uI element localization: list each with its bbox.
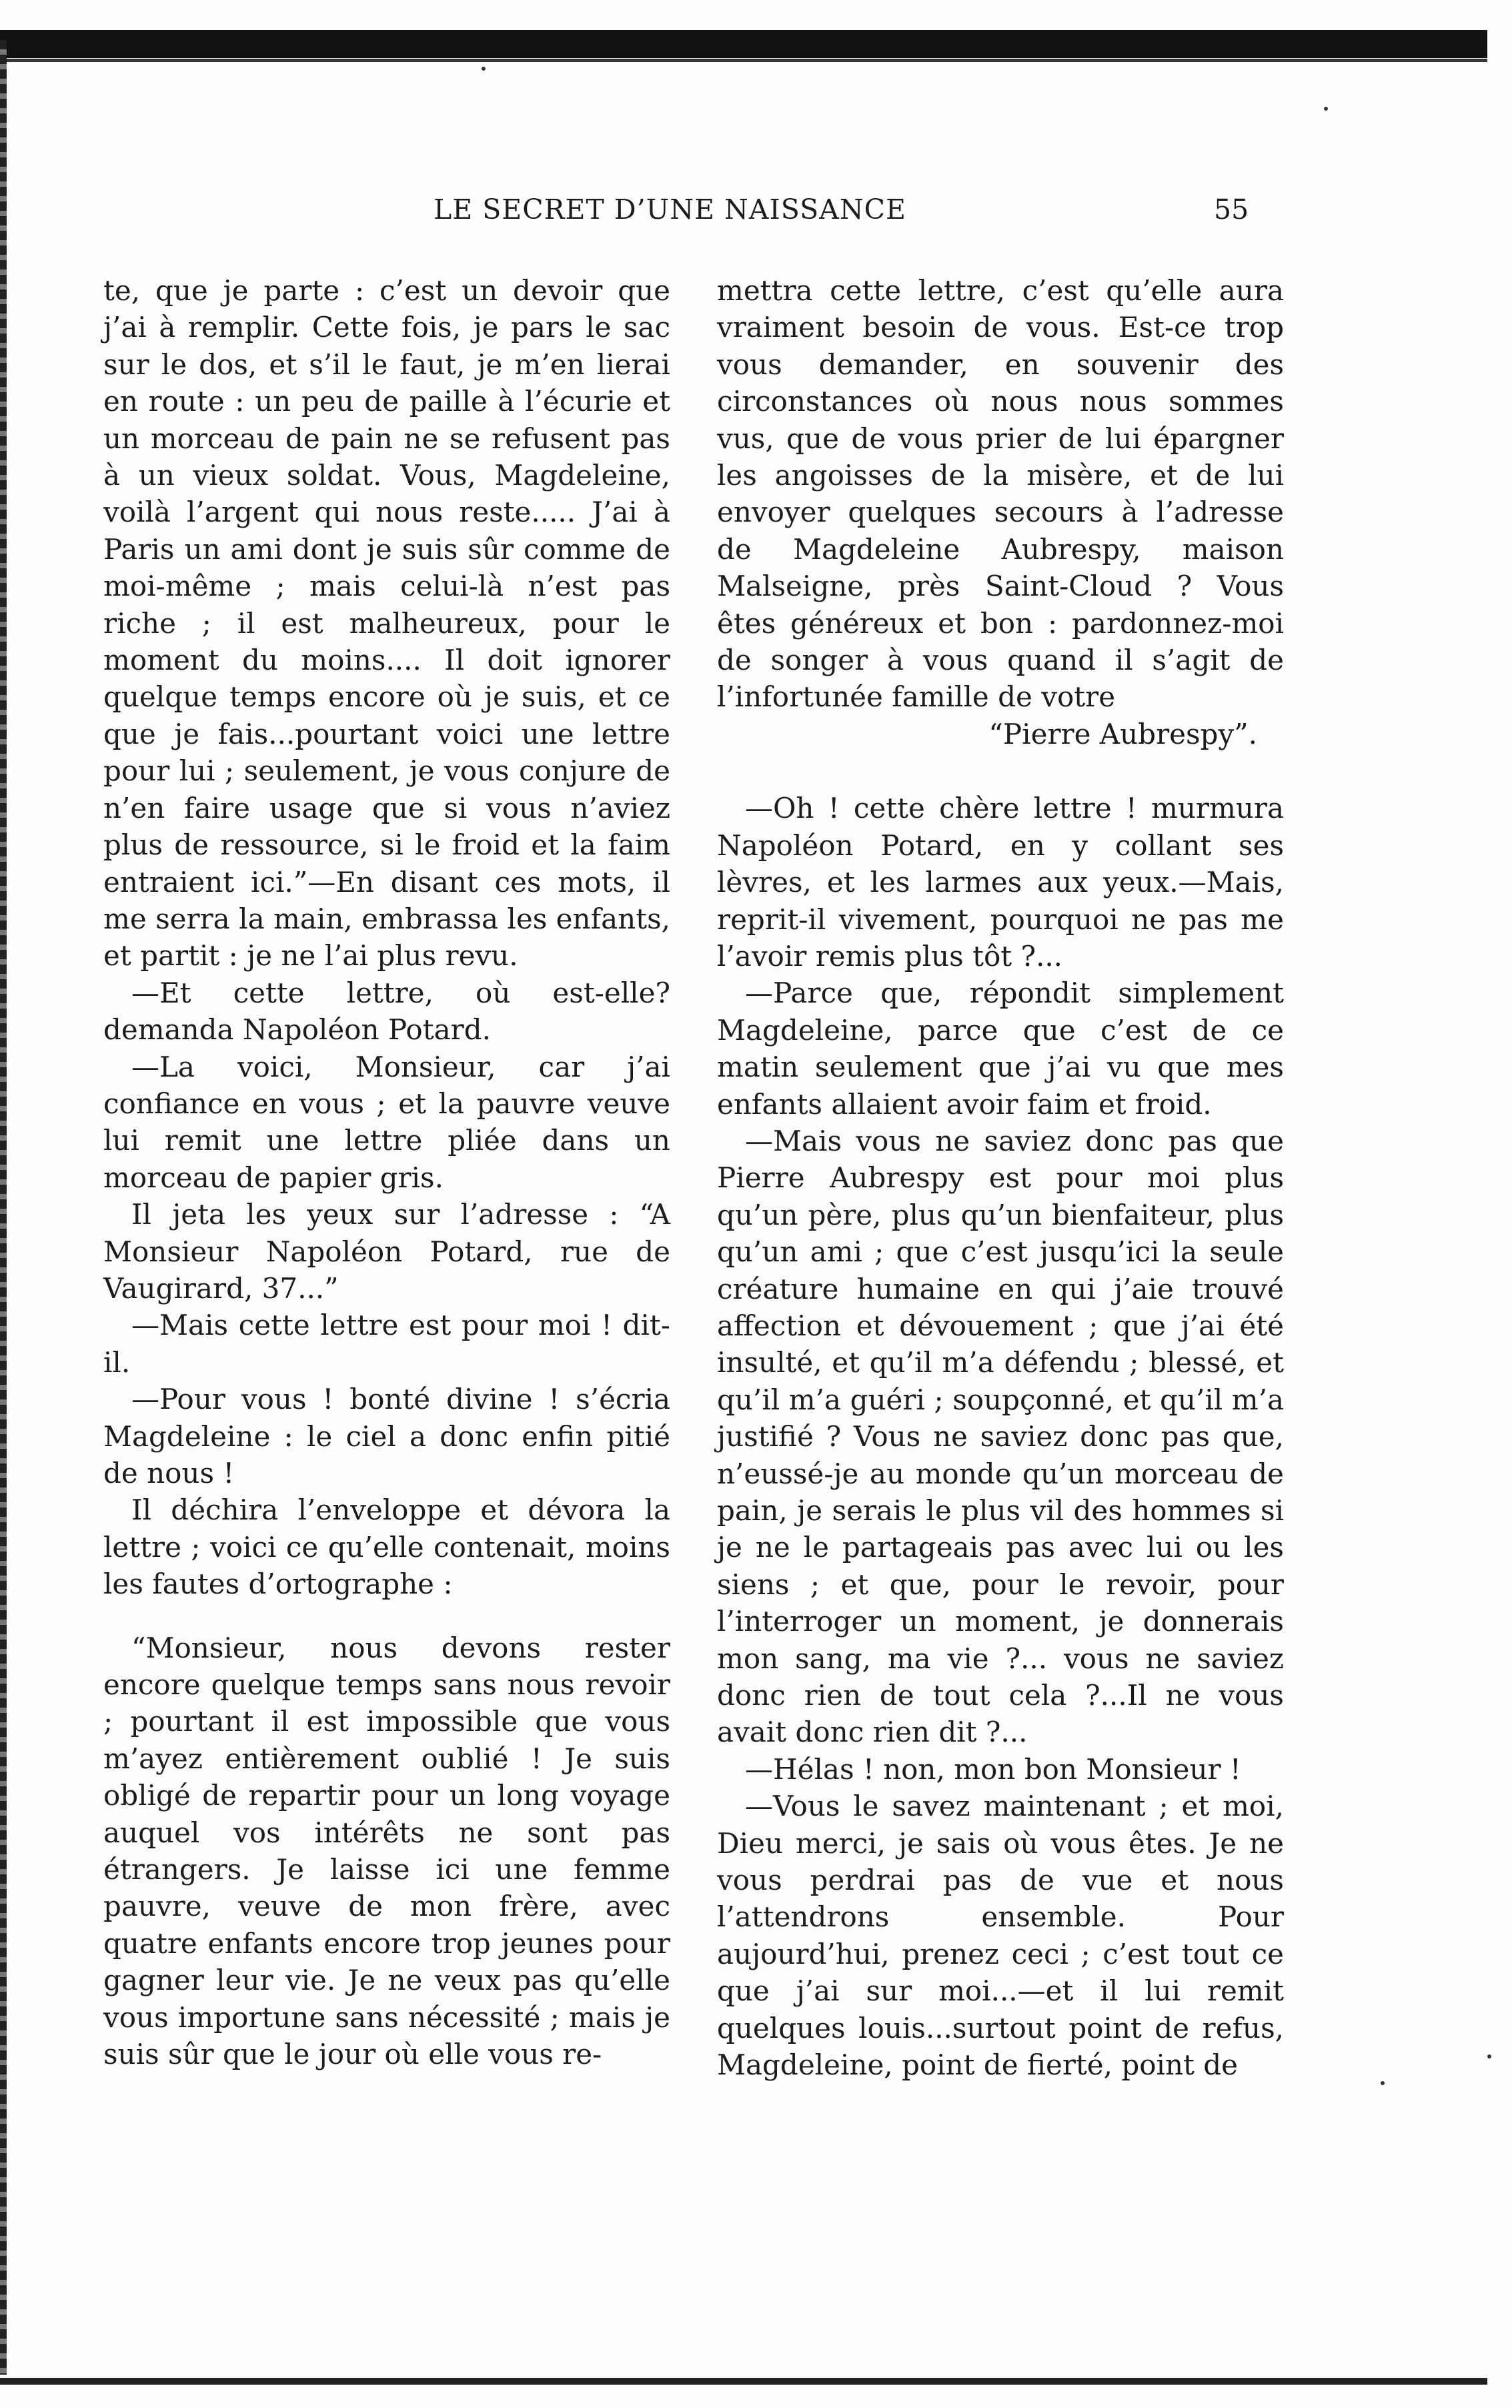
running-title: LE SECRET D’UNE NAISSANCE xyxy=(434,193,906,225)
paragraph: te, que je parte : c’est un devoir que j’ai à remplir. Cette fois, je pars le sac sur le dos, et s’il le faut, je m’en lierai en route : un peu de paille à l’écurie et un morceau de pain ne se refusent pas à un vieux soldat. Vous, Magdeleine, voilà l’argent qui nous reste..... J’ai à Paris un ami dont je suis sûr comme de moi-même ; mais celui-là n’est pas riche ; il est malheureux, pour le moment du moins.... Il doit ignorer quelque temps encore où je suis, et ce que je fais...pourtant voici une lettre pour lui ; seulement, je vous conjure de n’en faire usage que si vous n’aviez plus de ressource, si le froid et la faim entraient ici.”—En disant ces mots, il me serra la main, embrassa les enfants, et partit : je ne l’ai plus revu. xyxy=(103,274,670,973)
paragraph: —Hélas ! non, mon bon Monsieur ! xyxy=(745,1752,1241,1786)
paragraph: —Vous le savez maintenant ; et moi, Dieu merci, je sais où vous êtes. Je ne vous perdrai pas de vue et nous l’attendrons ensemble. Pour aujourd’hui, prenez ceci ; c’est tout ce que j’ai sur moi...—et il lui remit quelques louis...surtout point de refus, Magdeleine, point de fierté, point de xyxy=(717,1790,1284,2082)
left-column xyxy=(103,272,670,2073)
paragraph: —Pour vous ! bonté divine ! s’écria Magdeleine : le ciel a donc enfin pitié de nous ! xyxy=(103,1383,670,1489)
page-number: 55 xyxy=(1214,193,1249,225)
ink-speck xyxy=(1381,2081,1385,2085)
top-border-rule-thin xyxy=(0,59,1487,62)
left-binding-edge xyxy=(0,40,7,2375)
top-border-rule xyxy=(0,30,1487,58)
paragraph: —La voici, Monsieur, car j’ai confiance en vous ; et la pauvre veuve lui remit une lettre pliée dans un morceau de papier gris. xyxy=(103,1050,670,1194)
paragraph: Il déchira l’enveloppe et dévora la lettre ; voici ce qu’elle contenait, moins les fautes d’ortographe : xyxy=(103,1493,670,1601)
paragraph: Il jeta les yeux sur l’adresse : “A Monsieur Napoléon Potard, rue de Vaugirard, 37...” xyxy=(103,1198,670,1305)
paragraph: —Parce que, répondit simplement Magdeleine, parce que c’est de ce matin seulement que j’ai vu que mes enfants allaient avoir faim et froid. xyxy=(717,977,1284,1121)
paragraph: —Mais vous ne saviez donc pas que Pierre Aubrespy est pour moi plus qu’un père, plus qu’un bienfaiteur, plus qu’un ami ; que c’est jusqu’ici la seule créature humaine en qui j’aie trouvé affection et dévouement ; que j’ai été insulté, et qu’il m’a défendu ; blessé, et qu’il m’a guéri ; soupçonné, et qu’il m’a justifié ? Vous ne saviez donc pas que, n’eussé-je au monde qu’un morceau de pain, je serais le plus vil des hommes si je ne le partageais pas avec lui ou les siens ; et que, pour le revoir, pour l’interroger un moment, je donnerais mon sang, ma vie ?... vous ne saviez donc rien de tout cela ?...Il ne vous avait donc rien dit ?... xyxy=(717,1124,1284,1749)
letter-signature: “Pierre Aubrespy”. xyxy=(988,717,1257,750)
letter-paragraph: “Monsieur, nous devons rester encore quelque temps sans nous revoir ; pourtant il est impossible que vous m’ayez entièrement oublié ! Je suis obligé de repartir pour un long voyage auquel vos intérêts ne sont pas étrangers. Je laisse ici une femme pauvre, veuve de mon frère, avec quatre enfants encore trop jeunes pour gagner leur vie. Je ne veux pas qu’elle vous importune sans nécessité ; mais je suis sûr que le jour où elle vous re- xyxy=(103,1631,670,2071)
paragraph: —Oh ! cette chère lettre ! murmura Napoléon Potard, en y collant ses lèvres, et les larmes aux yeux.—Mais, reprit-il vivement, pourquoi ne pas me l’avoir remis plus tôt ?... xyxy=(717,792,1284,973)
ink-speck xyxy=(482,67,486,71)
paragraph: —Et cette lettre, où est-elle? demanda Napoléon Potard. xyxy=(103,976,670,1047)
paragraph-gap xyxy=(717,752,1284,790)
paragraph: —Mais cette lettre est pour moi ! dit-il. xyxy=(103,1309,670,1379)
ink-speck xyxy=(1487,2054,1491,2058)
letter-paragraph: mettra cette lettre, c’est qu’elle aura vraiment besoin de vous. Est-ce trop vous demander, en souvenir des circonstances où nous nous sommes vus, que de vous prier de lui épargner les angoisses de la misère, et de lui envoyer quelques secours à l’adresse de Magdeleine Aubrespy, maison Malseigne, près Saint-Cloud ? Vous êtes généreux et bon : pardonnez-moi de songer à vous quand il s’agit de l’infortunée famille de votre xyxy=(717,274,1284,714)
ink-speck xyxy=(1324,107,1328,111)
page-header xyxy=(434,193,1267,233)
right-column xyxy=(717,272,1284,2084)
stray-ink-marks xyxy=(103,1603,670,1630)
bottom-border-rule xyxy=(0,2378,1487,2385)
